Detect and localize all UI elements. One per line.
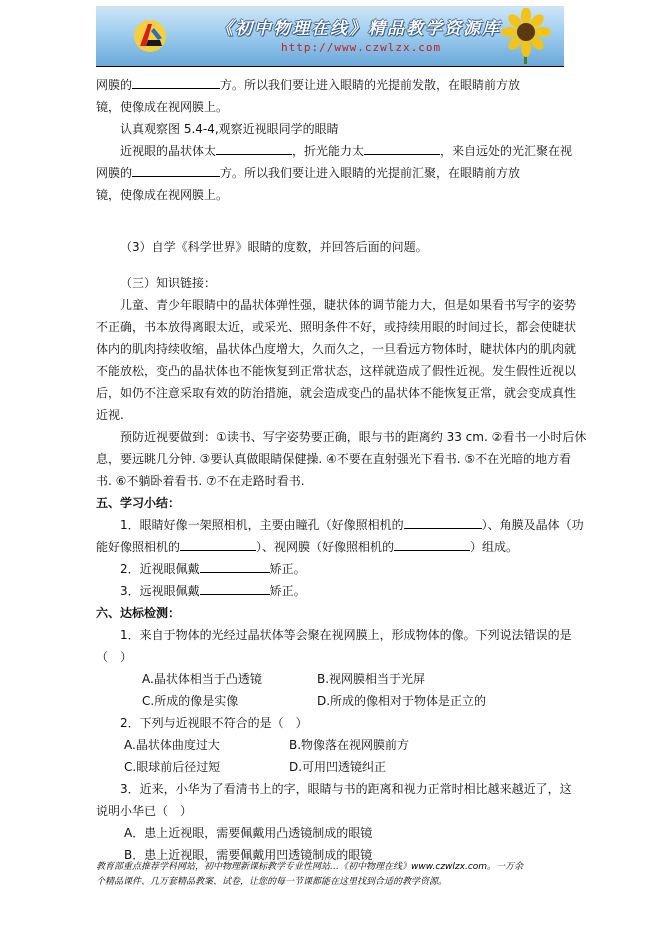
option-a: A.晶状体曲度过大 — [124, 738, 220, 752]
text-segment: 方。所以我们要让进入眼睛的光提前汇聚，在眼睛前方放 — [220, 166, 521, 180]
option-d: D.所成的像相对于物体是正立的 — [317, 694, 487, 708]
sunflower-icon — [494, 8, 558, 64]
footer-line: 个精品课件、几万套精品教案、试卷，让您的每一节课都能在这里找到合适的教学资源。 — [96, 877, 448, 887]
page-footer — [96, 860, 566, 890]
text-segment: 矫正。 — [269, 584, 306, 598]
answer-blank — [200, 581, 270, 595]
text-segment: 近视眼的晶状体太 — [120, 144, 217, 158]
option-a: A.晶状体相当于凸透镜 — [142, 672, 262, 686]
answer-blank — [216, 141, 292, 155]
text-line — [96, 162, 566, 184]
option-c: C.所成的像是实像 — [142, 694, 239, 708]
text-line: 镜，使像成在视网膜上。 — [96, 188, 229, 202]
answer-blank — [404, 515, 482, 529]
answer-blank — [180, 537, 256, 551]
option-b: B.视网膜相当于光屏 — [317, 672, 426, 686]
answer-blank — [132, 163, 220, 177]
paragraph-line: 预防近视要做到：①读书、写字姿势要正确，眼与书的距离约 33 cm. ②看书一小时后休 — [120, 430, 587, 444]
section-heading: 五、学习小结： — [96, 496, 181, 510]
footer-line: 教育部重点推荐学科网站，初中物理新课标教学专业性网站…《初中物理在线》www.czwlzx.com。一万余 — [96, 862, 524, 872]
text-segment: ）组成。 — [470, 540, 519, 554]
text-line — [96, 74, 566, 96]
text-line — [96, 580, 566, 602]
question-2: 2．下列与近视眼不符合的是（ ） — [120, 716, 308, 730]
text-segment: 矫正。 — [269, 562, 306, 576]
question-3: （3）自学《科学世界》眼睛的度数，并回答后面的问题。 — [120, 240, 428, 254]
paragraph-line: 息，要远眺几分钟. ③要认真做眼睛保健操. ④不要在直射强光下看书. ⑤不在光暗的地方看 — [96, 452, 572, 466]
text-line: 认真观察图 5.4-4,观察近视眼同学的眼睛 — [120, 122, 339, 136]
paragraph-line: 后，如仍不注意采取有效的防治措施，就会造成变凸的晶状体不能恢复正常，就会变成真性 — [96, 386, 577, 400]
option-b: B.物像落在视网膜前方 — [289, 738, 410, 752]
answer-blank — [200, 559, 270, 573]
option-row — [96, 690, 566, 712]
answer-blank — [132, 75, 220, 89]
option-row — [96, 734, 566, 756]
text-segment: 3．远视眼佩戴 — [120, 584, 200, 598]
banner-url: http://www.czwlzx.com — [281, 41, 442, 54]
paragraph-line: 书. ⑥不躺卧着看书. ⑦不在走路时看书. — [96, 474, 305, 488]
option-a: A．患上近视眼，需要佩戴用凸透镜制成的眼镜 — [124, 826, 373, 840]
text-segment: ，来自远处的光汇聚在视 — [440, 144, 573, 158]
text-segment: 网膜的 — [96, 78, 133, 92]
paragraph-line: 近视. — [96, 408, 124, 422]
text-segment: 1．眼睛好像一架照相机，主要由瞳孔（好像照相机的 — [120, 518, 404, 532]
option-d: D.可用凹透镜纠正 — [289, 760, 387, 774]
question-3-test: 3．近来，小华为了看清书上的字，眼睛与书的距离和视力正常时相比越来越近了，这 — [120, 782, 572, 796]
text-line — [96, 514, 584, 536]
answer-blank — [364, 141, 440, 155]
text-segment: 2．近视眼佩戴 — [120, 562, 200, 576]
text-segment: 能好像照相机的 — [96, 540, 181, 554]
question-1: 1．来自于物体的光经过晶状体等会聚在视网膜上，形成物体的像。下列说法错误的是 — [120, 628, 572, 642]
text-segment: ，折光能力太 — [292, 144, 365, 158]
text-line — [96, 558, 566, 580]
paragraph-line: 不正确，书本放得离眼太近，或采光、照明条件不好，或持续用眼的时间过长，都会使睫状 — [96, 320, 577, 334]
site-logo-icon — [132, 18, 168, 54]
answer-blank — [394, 537, 470, 551]
document-body — [96, 74, 587, 866]
banner-title: 《初中物理在线》精品教学资源库 — [216, 19, 501, 39]
text-segment: 网膜的 — [96, 166, 133, 180]
text-segment: ）、角膜及晶体（功 — [481, 518, 584, 532]
question-3-cont: 说明小华已（ ） — [96, 804, 193, 818]
question-1-cont: （ ） — [96, 650, 133, 664]
option-b: B．患上近视眼，需要佩戴用凹透镜制成的眼镜 — [124, 848, 373, 862]
paragraph-line: 儿童、青少年眼睛中的晶状体弹性强，睫状体的调节能力大，但是如果看书写字的姿势 — [120, 298, 577, 312]
text-segment: 方。所以我们要让进入眼睛的光提前发散，在眼睛前方放 — [220, 78, 521, 92]
section-heading: （三）知识链接： — [120, 276, 217, 290]
paragraph-line: 不能放松，变凸的晶状体也不能恢复到正常状态，这样就造成了假性近视。发生假性近视以 — [96, 364, 577, 378]
option-row — [96, 756, 566, 778]
text-line — [96, 536, 566, 558]
paragraph-line: 体内的肌肉持续收缩，晶状体凸度增大，久而久之，一旦看远方物体时，睫状体内的肌肉就 — [96, 342, 577, 356]
text-line: 镜，使像成在视网膜上。 — [96, 100, 229, 114]
option-c: C.眼球前后径过短 — [124, 760, 221, 774]
text-line — [96, 140, 573, 162]
section-heading: 六、达标检测： — [96, 606, 181, 620]
text-segment: ）、视网膜（好像照相机的 — [256, 540, 395, 554]
option-row — [96, 668, 566, 690]
header-rule — [96, 66, 564, 67]
header-banner — [96, 6, 564, 66]
